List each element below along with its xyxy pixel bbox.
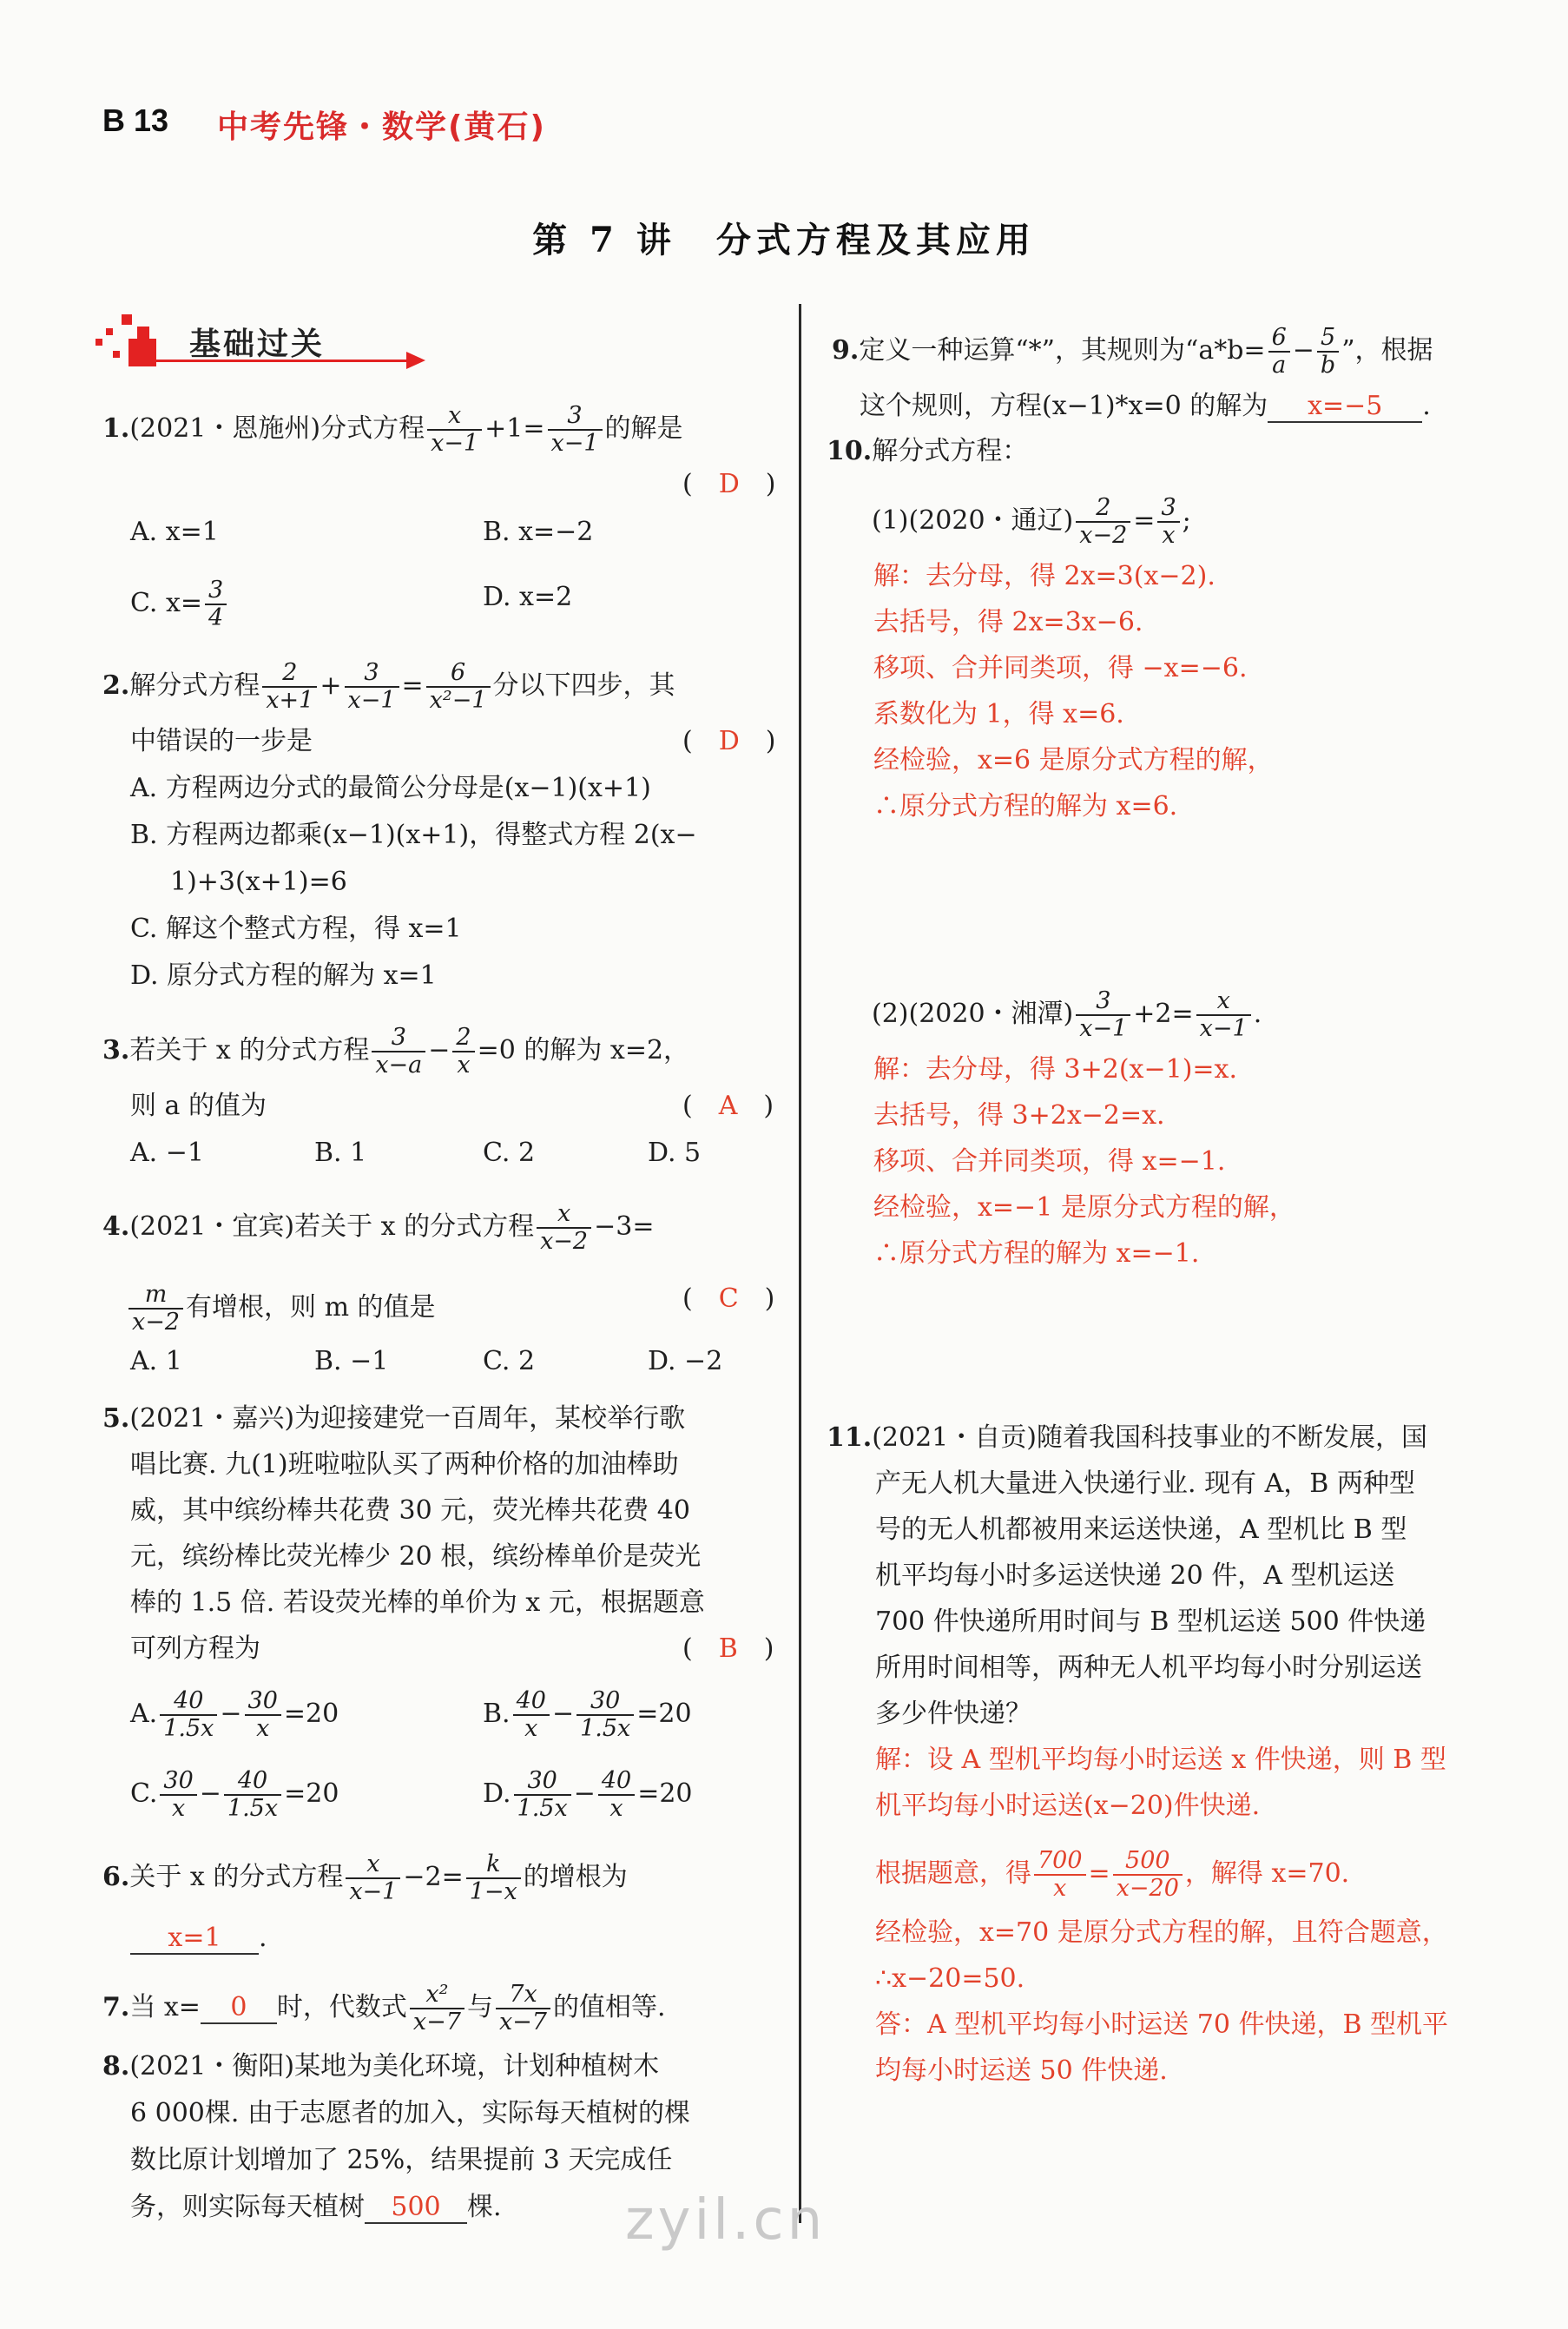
q11-solution: ∴x−20=50.: [875, 1963, 1025, 1994]
question-8: 8.(2021・衡阳)某地为美化环境，计划种植树木: [102, 2051, 660, 2082]
q11-solution: 均每小时运送 50 件快递.: [875, 2055, 1168, 2086]
q3-option-d: D. 5: [648, 1138, 702, 1168]
q1-option-c: C. x= $\frac{3}{4}$: [130, 577, 229, 631]
answer-2: ( D ): [682, 726, 776, 756]
answer-7: 0: [201, 1993, 277, 2024]
q11-line: 产无人机大量进入快递行业. 现有 A，B 两种型: [875, 1468, 1415, 1499]
q2-option-b-cont: 1)+3(x+1)=6: [170, 867, 347, 897]
q11-solution: 解：设 A 型机平均每小时运送 x 件快递，则 B 型: [875, 1745, 1446, 1775]
question-4: 4.(2021・宜宾)若关于 x 的分式方程 $\frac{x}{x-2}$ −3=: [102, 1200, 655, 1255]
answer-3: ( A ): [682, 1091, 774, 1121]
question-9: 9.定义一种运算“*”，其规则为“a*b= $\frac{6}{a}$ − $\frac{5}{b}$ ”，根据: [832, 324, 1433, 379]
q9-line2: 这个规则，方程(x−1)*x=0 的解为 x=−5 .: [860, 391, 1431, 421]
column-divider: [799, 304, 801, 2223]
question-1: 1.(2021・恩施州)分式方程 $\frac{x}{x-1}$ +1= $\frac{3}{x-1}$ 的解是: [102, 402, 683, 457]
q10-p1-step: 经检验，x=6 是原分式方程的解，: [873, 745, 1274, 775]
q5-option-b: B. $\frac{40}{x}$ − $\frac{30}{1.5x}$ =20: [483, 1687, 692, 1742]
page-number: B 13: [102, 102, 169, 138]
q4-option-c: C. 2: [483, 1346, 536, 1376]
question-10: 10.解分式方程：: [827, 436, 1029, 466]
watermark: zyil.cn: [625, 2188, 827, 2253]
q10-p2-step: 解：去分母，得 3+2(x−1)=x.: [873, 1054, 1237, 1085]
q2-line2: 中错误的一步是: [130, 726, 313, 756]
q3-option-c: C. 2: [483, 1138, 536, 1168]
q2-option-b: B. 方程两边都乘(x−1)(x+1)，得整式方程 2(x−: [130, 820, 697, 850]
q10-p1-step: 系数化为 1，得 x=6.: [873, 699, 1124, 729]
q11-solution: 经检验，x=70 是原分式方程的解，且符合题意，: [875, 1917, 1448, 1948]
q1-option-b: B. x=−2: [483, 517, 594, 547]
q5-line: 元，缤纷棒比荧光棒少 20 根，缤纷棒单价是荧光: [130, 1541, 702, 1572]
q4-option-a: A. 1: [130, 1346, 182, 1376]
answer-4: ( C ): [682, 1283, 775, 1314]
question-11: 11.(2021・自贡)随着我国科技事业的不断发展，国: [827, 1422, 1427, 1453]
section-banner: [96, 313, 425, 382]
q5-line: 可列方程为: [130, 1633, 260, 1664]
question-2: 2.解分式方程 $\frac{2}{x+1}$ + $\frac{3}{x-1}$ = $\frac{6}{\text{x²−1}}$ 分以下四步，其: [102, 659, 675, 714]
q5-line: 威，其中缤纷棒共花费 30 元，荧光棒共花费 40: [130, 1495, 690, 1526]
q2-option-d: D. 原分式方程的解为 x=1: [130, 960, 437, 991]
q5-option-a: A. $\frac{40}{1.5x}$ − $\frac{30}{x}$ =20: [130, 1687, 339, 1742]
q1-option-a: A. x=1: [130, 517, 219, 547]
q10-p1-step: 移项、合并同类项，得 −x=−6.: [873, 653, 1248, 683]
q8-last: 务，则实际每天植树 500 棵.: [130, 2192, 502, 2222]
q5-line: 棒的 1.5 倍. 若设荧光棒的单价为 x 元，根据题意: [130, 1587, 705, 1618]
question-6: 6.关于 x 的分式方程 $\frac{x}{x-1}$ −2= $\frac{k}{1-x}$ 的增根为: [102, 1851, 628, 1905]
q3-option-b: B. 1: [314, 1138, 367, 1168]
answer-8: 500: [365, 2193, 467, 2224]
book-title: 中考先锋・数学(黄石): [217, 109, 546, 145]
q11-line: 多少件快递？: [875, 1699, 1031, 1729]
q10-p1-step: 去括号，得 2x=3x−6.: [873, 607, 1143, 637]
q11-solution: 机平均每小时运送(x−20)件快递.: [875, 1791, 1261, 1821]
arrow-icon: [406, 352, 425, 369]
q2-option-c: C. 解这个整式方程，得 x=1: [130, 914, 462, 944]
q11-line: 号的无人机都被用来运送快递，A 型机比 B 型: [875, 1514, 1407, 1545]
q10-p2-step: 去括号，得 3+2x−2=x.: [873, 1100, 1165, 1131]
q4-line2: $\frac{m}{x-2}$ 有增根，则 m 的值是: [126, 1282, 436, 1336]
q5-option-c: C. $\frac{30}{x}$ − $\frac{40}{1.5x}$ =20: [130, 1767, 339, 1822]
q8-line: 6 000棵. 由于志愿者的加入，实际每天植树的棵: [130, 2098, 690, 2128]
q1-option-d: D. x=2: [483, 582, 573, 612]
q5-line: 唱比赛. 九(1)班啦啦队买了两种价格的加油棒助: [130, 1449, 679, 1480]
lesson-title: 第 7 讲 分式方程及其应用: [532, 220, 1036, 261]
q3-option-a: A. −1: [130, 1138, 204, 1168]
answer-6: x=1 .: [130, 1921, 267, 1956]
q10-p2-step: 移项、合并同类项，得 x=−1.: [873, 1146, 1226, 1177]
q10-part2: (2)(2020・湘潭) $\frac{3}{x-1}$ +2= $\frac{x}{x-1}$ .: [872, 987, 1262, 1042]
q11-line: 机平均每小时多运送快递 20 件，A 型机运送: [875, 1560, 1395, 1591]
q10-part1: (1)(2020・通辽) $\frac{2}{x-2}$ = $\frac{3}{x}$ ;: [872, 494, 1191, 549]
answer-1: ( D ): [682, 469, 776, 499]
q11-equation: 根据题意，得 $\frac{700}{x}$ = $\frac{500}{x-20}$ ，解得 x=70.: [875, 1847, 1350, 1902]
q10-p1-step: ∴原分式方程的解为 x=6.: [873, 791, 1178, 821]
answer-9: x=−5: [1268, 392, 1422, 423]
section-title: 基础过关: [189, 327, 326, 362]
q10-p2-step: ∴原分式方程的解为 x=−1.: [873, 1238, 1200, 1269]
question-7: 7.当 x= 0 时，代数式 $\frac{\text{x²}}{x-7}$ 与 $\frac{7x}{x-7}$ 的值相等.: [102, 1981, 666, 2035]
q11-line: 所用时间相等，两种无人机平均每小时分别运送: [875, 1653, 1422, 1683]
q4-option-b: B. −1: [314, 1346, 389, 1376]
q3-line2: 则 a 的值为: [130, 1091, 267, 1121]
q2-option-a: A. 方程两边分式的最简公分母是(x−1)(x+1): [130, 773, 651, 803]
question-5: 5.(2021・嘉兴)为迎接建党一百周年，某校举行歌: [102, 1403, 686, 1434]
q5-option-d: D. $\frac{30}{1.5x}$ − $\frac{40}{x}$ =20: [483, 1767, 693, 1822]
q10-p1-step: 解：去分母，得 2x=3(x−2).: [873, 561, 1216, 591]
q8-line: 数比原计划增加了 25%，结果提前 3 天完成任: [130, 2145, 673, 2175]
answer-5: ( B ): [682, 1633, 774, 1664]
question-3: 3.若关于 x 的分式方程 $\frac{3}{x-a}$ − $\frac{2}{x}$ =0 的解为 x=2，: [102, 1024, 690, 1079]
q11-line: 700 件快递所用时间与 B 型机运送 500 件快递: [875, 1607, 1426, 1637]
q4-option-d: D. −2: [648, 1346, 723, 1376]
q10-p2-step: 经检验，x=−1 是原分式方程的解，: [873, 1192, 1295, 1223]
q11-solution: 答：A 型机平均每小时运送 70 件快递，B 型机平: [875, 2009, 1449, 2040]
